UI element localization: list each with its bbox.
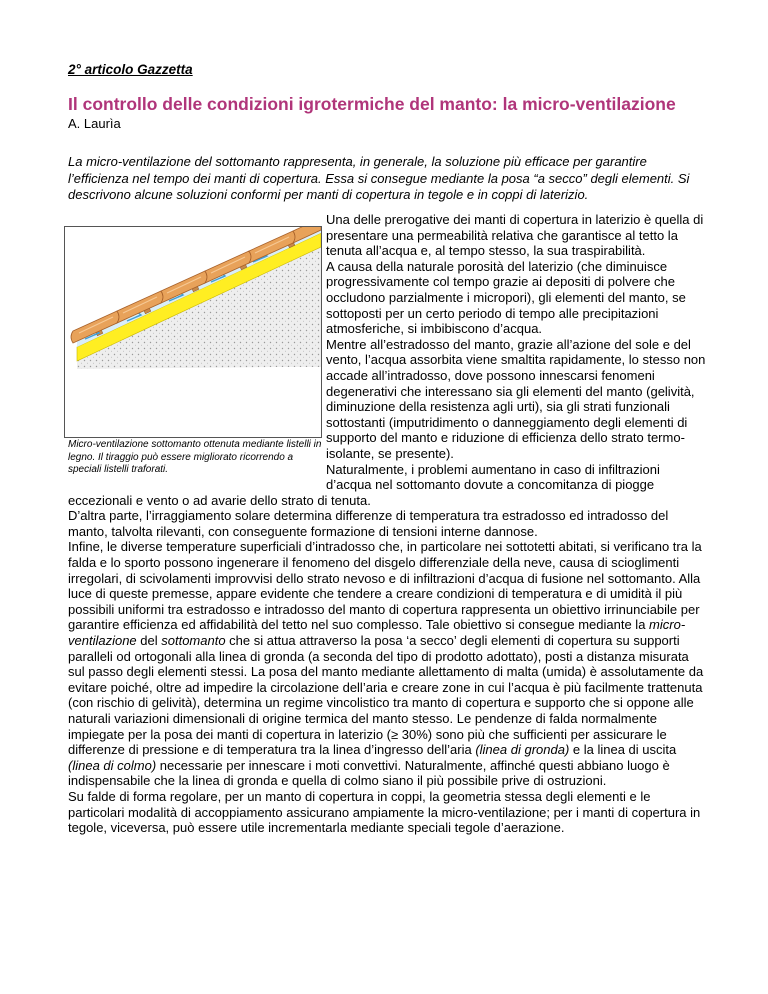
article-body <box>68 212 708 836</box>
article-kicker: 2° articolo Gazzetta <box>68 62 193 77</box>
body-paragraph-6: Infine, le diverse temperature superficiali d’intradosso che, in particolare nei sottotetti abitati, si verificano tra la falda e lo sporto possono ingenerare il fenomeno del disgelo differenziale della neve, causa di scioglimenti irregolari, di scivolamenti improvvisi dello strato nevoso e di infiltrazioni d’acqua di fusione nel sottomanto. Alla luce di queste premesse, appare evidente che tendere a creare condizioni di temperatura e di umidità il più possibili uniformi tra estradosso e intradosso del manto di copertura rappresenta un obiettivo irrinunciabile per garantire efficienza ed affidabilità del tetto nel suo complesso. Tale obiettivo si consegue mediante la micro-ventilazione del sottomanto che si attua attraverso la posa ‘a secco’ degli elementi di copertura su supporti paralleli od ortogonali alla linea di gronda (a seconda del tipo di prodotto adottato), posti a distanza misurata sul passo degli elementi stessi. La posa del manto mediante allettamento di malta (umida) è assolutamente da evitare poiché, oltre ad impedire la circolazione dell’aria e creare zone in cui l’acqua è più facilmente trattenuta (con rischio di gelività), determina un regime vincolistico tra manto di copertura e supporto che si oppone alle naturali variazioni dimensionali di origine termica del manto stesso. Le pendenze di falda normalmente impiegate per la posa dei manti di copertura in laterizio (≥ 30%) sono più che sufficienti per assicurare le differenze di pressione e di temperatura tra la linea d’ingresso dell’aria (linea di gronda) e la linea di uscita (linea di colmo) necessarie per innescare i moti convettivi. Naturalmente, affinché questi abbiano luogo è indispensabile che la linea di gronda e quella di colmo siano il più possibile prive di ostruzioni. <box>68 539 704 789</box>
article-abstract: La micro-ventilazione del sottomanto rappresenta, in generale, la soluzione più efficace per garantire l’efficienza nel tempo dei manti di copertura. Essa si consegue mediante la posa “a secco” degli elementi. Si descrivono alcune soluzioni conformi per manti di copertura in tegole e in coppi di laterizio. <box>68 154 690 203</box>
article-title: Il controllo delle condizioni igrotermiche del manto: la micro-ventilazione <box>68 94 676 114</box>
figure-caption: Micro-ventilazione sottomanto ottenuta mediante listelli in legno. Il tiraggio può essere migliorato ricorrendo a speciali listelli traforati. <box>68 439 322 475</box>
body-paragraph-3: Mentre all’estradosso del manto, grazie all’azione del sole e del vento, l’acqua assorbita viene smaltita rapidamente, lo stesso non accade all’intradosso, dove possono innescarsi fenomeni degenerativi che interessano sia gli elementi del manto (gelività, diminuzione della resistenza agli urti), sia gli strati funzionali sottostanti (imputridimento o danneggiamento degli elementi di supporto del manto e riduzione di efficienza dello strato termo-isolante, se presente). <box>326 336 706 461</box>
figure-float-spacer <box>68 212 326 478</box>
body-paragraph-7: Su falde di forma regolare, per un manto di copertura in coppi, la geometria stessa degli elementi e le particolari modalità di accoppiamento assicurano ampiamente la micro-ventilazione; per i manti di copertura in tegole, viceversa, può essere utile incrementarla mediante speciali tegole d’aerazione. <box>68 788 701 836</box>
body-paragraph-1: Una delle prerogative dei manti di copertura in laterizio è quella di presentare una permeabilità relativa che garantisce al tetto la tenuta all’acqua e, al tempo stesso, la sua traspirabilità. <box>326 212 704 259</box>
article-author: A. Laurìa <box>68 116 121 131</box>
body-paragraph-5: D’altra parte, l’irraggiamento solare determina differenze di temperatura tra estradosso ed intradosso del manto, talvolta rilevanti, con conseguente formazione di tensioni interne dannose. <box>68 508 669 539</box>
body-paragraph-4: Naturalmente, i problemi aumentano in caso di infiltrazioni d’acqua nel sottomanto dovute a concomitanza di piogge eccezionali e vento o ad avarie dello strato di tenuta. <box>68 461 660 508</box>
body-paragraph-2: A causa della naturale porosità del laterizio (che diminuisce progressivamente col tempo grazie ai depositi di polvere che occludono parzialmente i micropori), gli elementi del manto, se sottoposti per un certo periodo di tempo alle precipitazioni atmosferiche, si imbibiscono d’acqua. <box>326 258 686 337</box>
